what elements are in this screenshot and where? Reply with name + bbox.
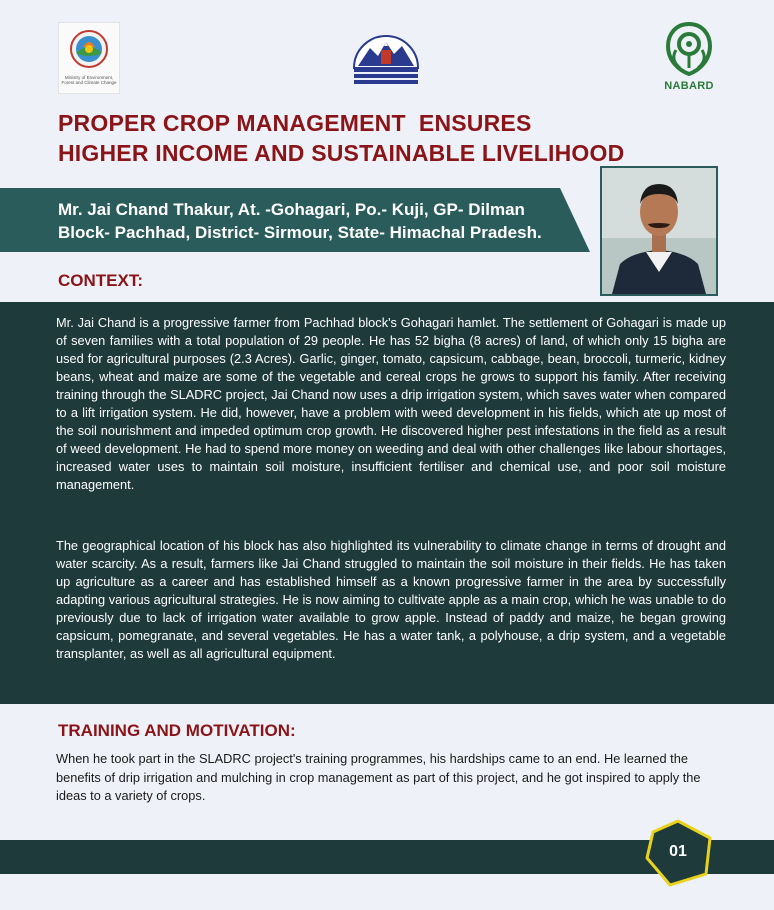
page-title (58, 108, 624, 168)
himachal-emblem-icon (348, 30, 424, 86)
title-line-2: HIGHER INCOME AND SUSTAINABLE LIVELIHOOD (58, 140, 625, 166)
context-heading: CONTEXT: (58, 271, 143, 290)
name-line-2: Block- Pachhad, District- Sirmour, State- Himachal Pradesh. (58, 223, 542, 242)
nabard-logo (656, 20, 722, 96)
title-line-1: PROPER CROP MANAGEMENT ENSURES (58, 110, 532, 136)
page-number: 01 (669, 843, 687, 860)
context-paragraph-2: The geographical location of his block has also highlighted its vulnerability to climate change in terms of drought and water scarcity. As a result, farmers like Jai Chand struggled to maintain the soil moisture in their fields. He has taken up agriculture as a career and has established himself as a known progressive farmer in the area by successfully adapting various agricultural strategies. He is now aiming to cultivate apple as a main crop, which he was unable to do previously due to lack of irrigation water available to grow apple. Instead of paddy and maize, he began growing capsicum, pomegranate, and several vegetables. He has a water tank, a polyhouse, a drip system, and a vegetable transplanter, as well as all agricultural equipment. (56, 538, 726, 661)
training-heading: TRAINING AND MOTIVATION: (58, 721, 296, 740)
context-paragraph-1: Mr. Jai Chand is a progressive farmer from Pachhad block's Gohagari hamlet. The settlement of Gohagari is made up of seven families with a total population of 29 people. He has 52 bigha (8 acres) of land, of which only 15 bigha are used for agricultural purposes (2.3 Acres). Garlic, ginger, tomato, capsicum, cabbage, bean, broccoli, turmeric, kidney beans, wheat and maize are some of the vegetable and cereal crops he grows to support his family. After receiving training through the SLADRC project, Jai Chand now uses a drip irrigation system, which saves water when compared to a lift irrigation system. He did, however, have a problem with weed development in his fields, which ate up most of the soil nourishment and impeded optimum crop growth. He discovered higher pest infestations in the field as a result of weed development. He had to spend more money on weeding and deal with other challenges like labour shortages, increased water uses to maintain soil moisture, insufficient fertiliser and chemical use, and poor soil moisture management. (56, 315, 726, 492)
moef-caption: Ministry of Environment, Forest and Climate Change (61, 75, 117, 85)
nabard-label: NABARD (664, 80, 714, 92)
name-line-1: Mr. Jai Chand Thakur, At. -Gohagari, Po.- Kuji, GP- Dilman (58, 200, 525, 219)
farmer-portrait-icon (600, 166, 718, 296)
moef-emblem-icon (58, 22, 120, 94)
farmer-name-address (58, 198, 542, 244)
nabard-leaf-icon (656, 20, 722, 78)
training-paragraph: When he took part in the SLADRC project's training programmes, his hardships came to an end. He learned the benefits of drip irrigation and mulching in crop management as part of this project, and he got inspired to apply the ideas to a variety of crops. (56, 751, 701, 803)
